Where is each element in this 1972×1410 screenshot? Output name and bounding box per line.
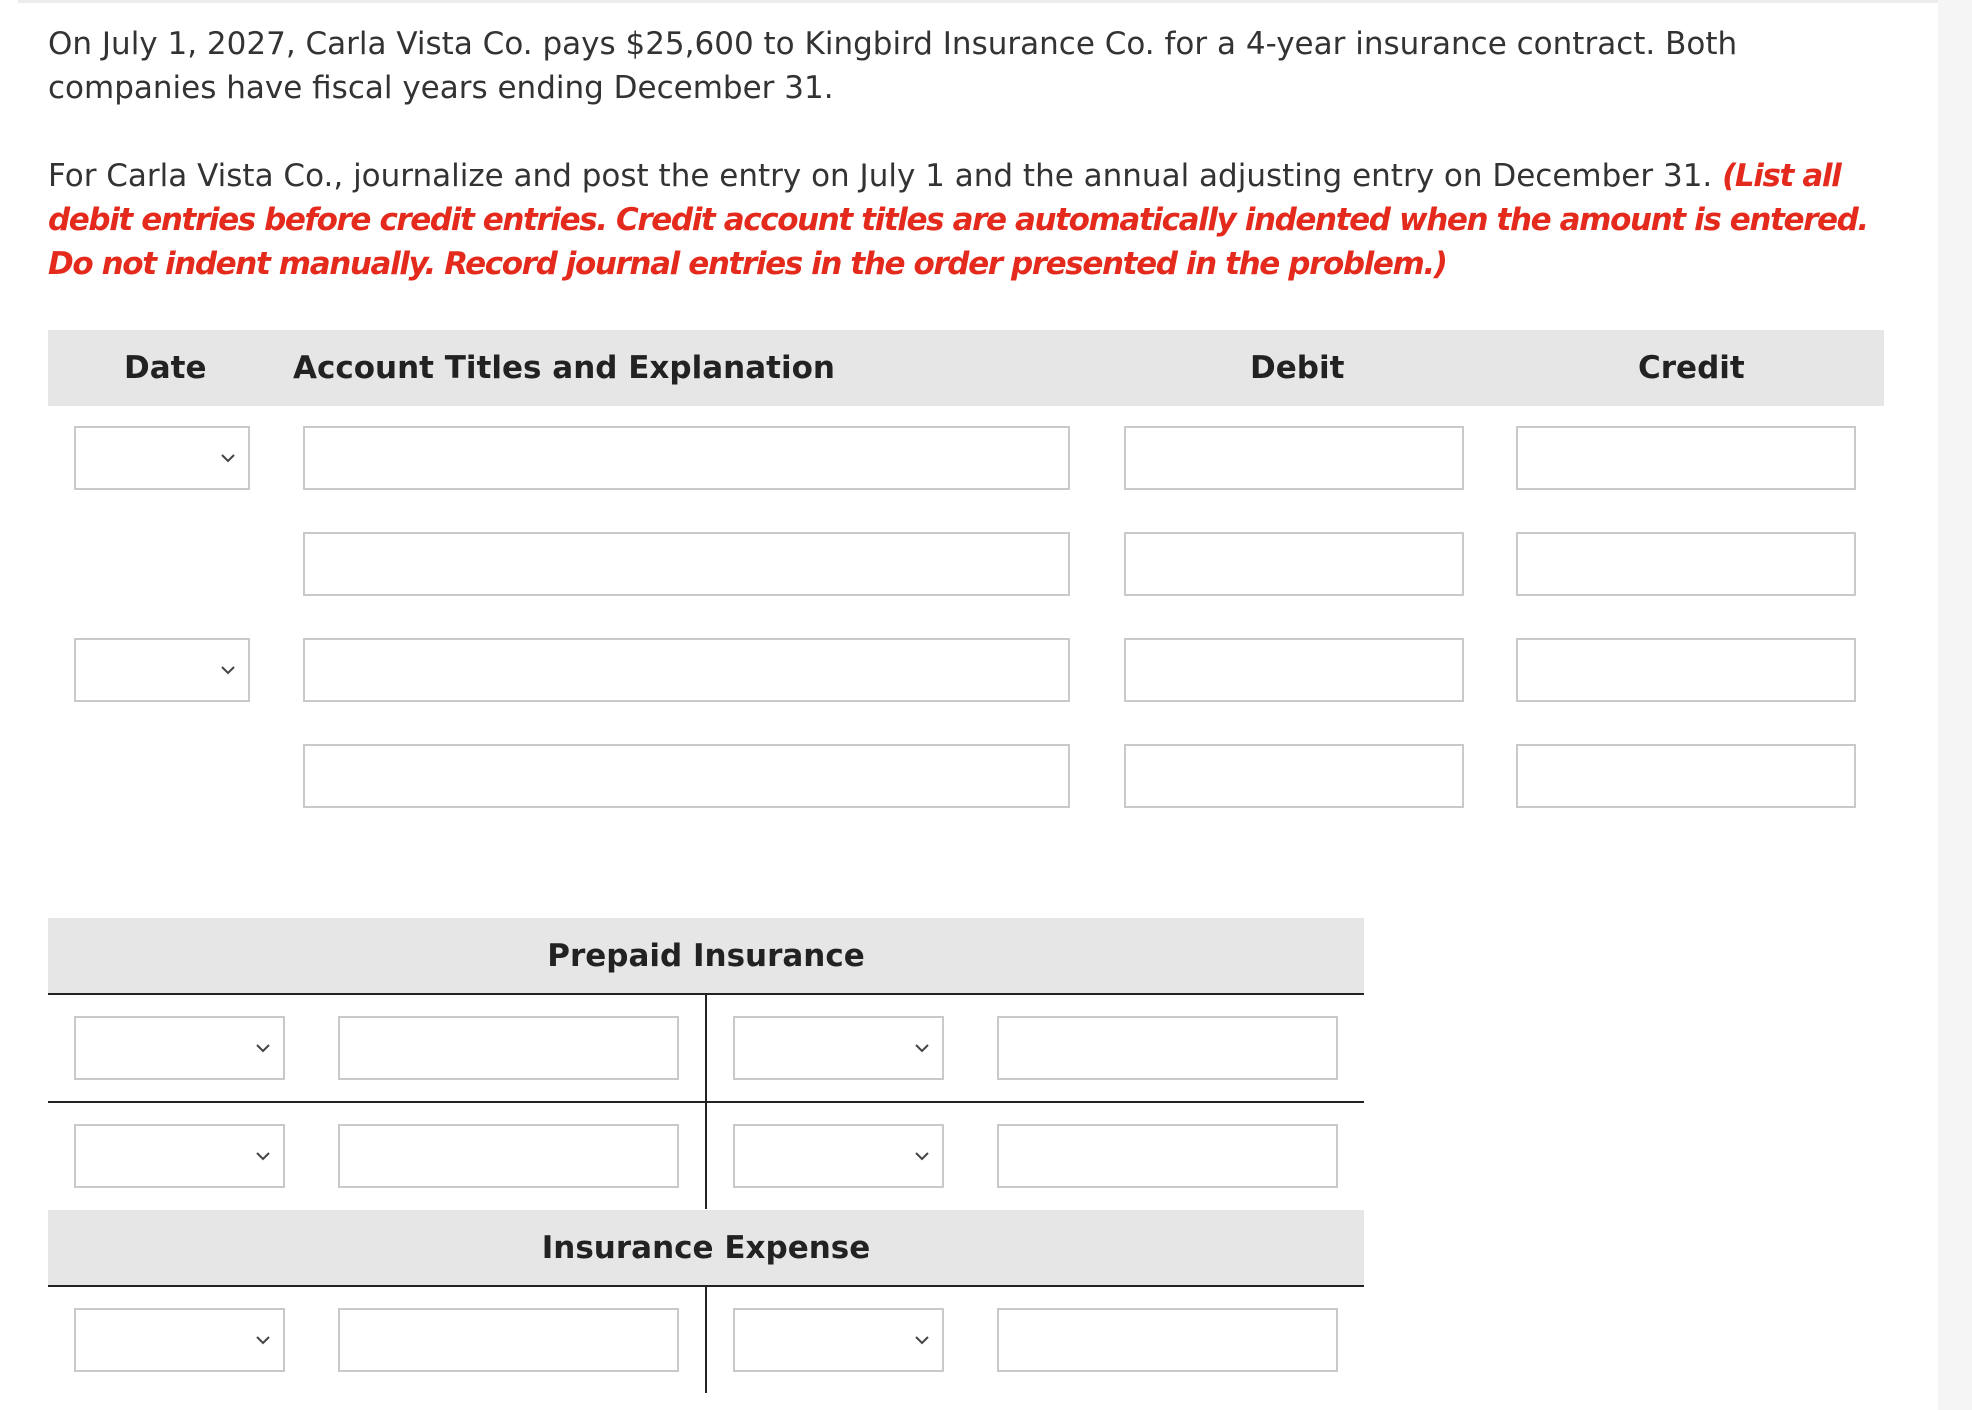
journal-account-input-4[interactable] [303, 744, 1070, 808]
expense-credit-amount-input-1[interactable] [997, 1308, 1338, 1372]
journal-date-select-1[interactable] [74, 426, 250, 490]
expense-debit-amount-input-1[interactable] [338, 1308, 679, 1372]
chevron-down-icon [912, 1330, 932, 1350]
credit-column-header: Credit [1638, 350, 1745, 386]
ledger-divider [48, 1101, 1364, 1103]
journal-date-select-2[interactable] [74, 638, 250, 702]
journal-header [48, 330, 1884, 406]
chevron-down-icon [912, 1146, 932, 1166]
prepaid-credit-date-select-1[interactable] [733, 1016, 944, 1080]
question-instructions: (List all debit entries before credit entries. Credit account titles are automatically indented when the amount is entered. Do not indent manually. Record journal entries in the order presented in the problem.) [48, 158, 1868, 282]
prepaid-insurance-ledger-title: Prepaid Insurance [48, 918, 1364, 994]
right-scroll-gutter [1938, 0, 1972, 1410]
journal-account-input-1[interactable] [303, 426, 1070, 490]
journal-account-input-2[interactable] [303, 532, 1070, 596]
chevron-down-icon [253, 1330, 273, 1350]
prepaid-debit-amount-input-2[interactable] [338, 1124, 679, 1188]
chevron-down-icon [218, 448, 238, 468]
chevron-down-icon [253, 1146, 273, 1166]
debit-column-header: Debit [1250, 350, 1345, 386]
prepaid-credit-date-select-2[interactable] [733, 1124, 944, 1188]
question-main-text: For Carla Vista Co., journalize and post the entry on July 1 and the annual adjusting entry on December 31. [48, 158, 1723, 194]
chevron-down-icon [912, 1038, 932, 1058]
prepaid-debit-date-select-1[interactable] [74, 1016, 285, 1080]
journal-debit-input-3[interactable] [1124, 638, 1464, 702]
journal-credit-input-4[interactable] [1516, 744, 1856, 808]
chevron-down-icon [218, 660, 238, 680]
insurance-expense-ledger-title: Insurance Expense [48, 1210, 1364, 1286]
prepaid-credit-amount-input-1[interactable] [997, 1016, 1338, 1080]
journal-account-input-3[interactable] [303, 638, 1070, 702]
journal-debit-input-2[interactable] [1124, 532, 1464, 596]
question-paragraph-2 [48, 154, 1888, 286]
prepaid-debit-amount-input-1[interactable] [338, 1016, 679, 1080]
expense-debit-date-select-1[interactable] [74, 1308, 285, 1372]
question-paragraph-1: On July 1, 2027, Carla Vista Co. pays $25,600 to Kingbird Insurance Co. for a 4-year insurance contract. Both companies have fiscal years ending December 31. [48, 26, 1738, 106]
expense-credit-date-select-1[interactable] [733, 1308, 944, 1372]
journal-debit-input-4[interactable] [1124, 744, 1464, 808]
journal-credit-input-1[interactable] [1516, 426, 1856, 490]
top-divider [18, 0, 1938, 3]
journal-debit-input-1[interactable] [1124, 426, 1464, 490]
journal-credit-input-2[interactable] [1516, 532, 1856, 596]
journal-credit-input-3[interactable] [1516, 638, 1856, 702]
prepaid-debit-date-select-2[interactable] [74, 1124, 285, 1188]
prepaid-credit-amount-input-2[interactable] [997, 1124, 1338, 1188]
account-column-header: Account Titles and Explanation [293, 350, 835, 386]
t-account-center-line [705, 1287, 707, 1393]
date-column-header: Date [124, 350, 207, 386]
chevron-down-icon [253, 1038, 273, 1058]
